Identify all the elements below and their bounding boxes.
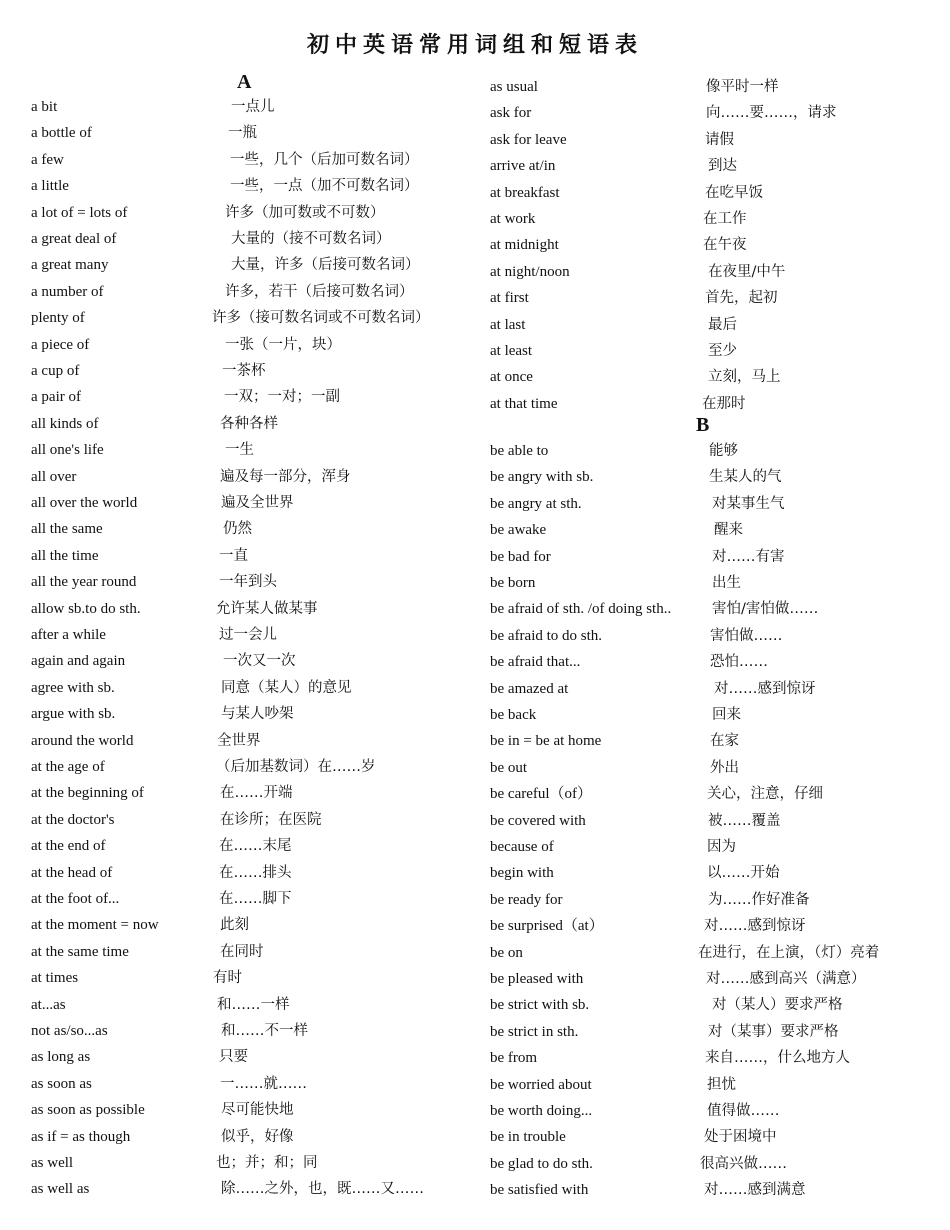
phrase-chinese: 到达 [708, 158, 737, 175]
phrase-chinese: 各种各样 [220, 415, 278, 432]
phrase-english: at once [490, 369, 533, 386]
phrase-english: a great many [31, 257, 109, 274]
phrase-english: a bit [31, 99, 58, 115]
phrase-chinese: 有时 [213, 970, 242, 987]
phrase-chinese: 在……脚下 [219, 891, 292, 907]
phrase-chinese: 许多（加可数或不可数） [225, 204, 385, 221]
phrase-chinese: 值得做…… [707, 1103, 780, 1119]
phrase-english: as usual [490, 79, 538, 95]
phrase-english: as well as [31, 1181, 90, 1198]
phrase-chinese: 至少 [708, 343, 737, 359]
phrase-english: agree with sb. [31, 679, 115, 696]
phrase-english: argue with sb. [31, 706, 116, 723]
phrase-english: at the foot of... [31, 891, 120, 907]
phrase-chinese: 对……感到高兴（满意） [706, 971, 866, 987]
phrase-english: all the time [31, 547, 99, 564]
phrase-english: plenty of [31, 310, 85, 327]
page-title: 初中英语常用词组和短语表 [306, 32, 643, 58]
phrase-chinese: 在同时 [220, 943, 264, 960]
phrase-english: be satisfied with [490, 1182, 589, 1199]
phrase-english: a piece of [31, 336, 90, 353]
phrase-chinese: 在家 [710, 733, 739, 750]
phrase-english: be glad to do sth. [490, 1155, 593, 1172]
phrase-chinese: 在午夜 [703, 237, 747, 254]
phrase-chinese: 像平时一样 [706, 79, 779, 95]
phrase-english: as soon as [31, 1075, 92, 1092]
phrase-english: at the end of [31, 838, 106, 855]
phrase-chinese: 大量，许多（后接可数名词） [231, 257, 420, 274]
phrase-chinese: 同意（某人）的意见 [221, 679, 352, 696]
phrase-chinese: 遍及每一部分，浑身 [220, 468, 351, 485]
phrase-chinese: 对……感到惊讶 [704, 918, 806, 935]
phrase-chinese: 为……作好准备 [708, 891, 810, 908]
phrase-chinese: 向……要……，请求 [706, 105, 837, 122]
phrase-chinese: 一瓶 [228, 125, 257, 142]
phrase-chinese: 一年到头 [219, 574, 277, 591]
phrase-chinese: 害怕/害怕做…… [712, 601, 819, 618]
phrase-english: again and again [31, 653, 126, 670]
phrase-english: at the age of [31, 759, 105, 775]
phrase-english: a bottle of [31, 125, 92, 142]
phrase-chinese: 与某人吵架 [221, 706, 294, 723]
phrase-chinese: 在进行，在上演，（灯）亮着 [698, 944, 880, 961]
phrase-english: at the beginning of [31, 785, 144, 802]
phrase-chinese: 也；并；和；同 [216, 1155, 318, 1171]
phrase-chinese: 请假 [705, 131, 734, 148]
phrase-chinese: 最后 [708, 316, 737, 333]
phrase-english: at the same time [31, 943, 129, 960]
phrase-chinese: 生某人的气 [709, 469, 782, 486]
phrase-chinese: 许多（接可数名词或不可数名词） [212, 310, 430, 327]
phrase-english: a few [31, 151, 64, 168]
phrase-english: be awake [490, 522, 547, 539]
phrase-chinese: 只要 [219, 1049, 248, 1066]
phrase-chinese: 在……排头 [219, 864, 292, 881]
section-letter-b: B [696, 414, 710, 436]
phrase-chinese: 在工作 [703, 211, 747, 227]
phrase-english: ask for [490, 105, 532, 122]
phrase-english: after a while [31, 627, 106, 643]
phrase-english: at the head of [31, 864, 113, 881]
phrase-chinese: 许多，若干（后接可数名词） [225, 283, 414, 300]
phrase-chinese: 一次又一次 [223, 653, 296, 670]
phrase-english: be in trouble [490, 1129, 566, 1146]
phrase-english: at midnight [490, 237, 559, 254]
phrase-chinese: 在吃早饭 [705, 184, 763, 201]
phrase-english: be amazed at [490, 680, 569, 697]
phrase-english: be careful（of） [490, 786, 593, 803]
phrase-english: be afraid of sth. /of doing sth.. [490, 601, 672, 618]
phrase-chinese: 以……开始 [707, 865, 780, 882]
phrase-chinese: 在……末尾 [219, 838, 292, 855]
phrase-english: ask for leave [490, 131, 567, 148]
phrase-chinese: 对（某人）要求严格 [712, 997, 843, 1014]
phrase-chinese: 出生 [712, 575, 741, 591]
phrase-chinese: 和……一样 [217, 996, 290, 1013]
phrase-chinese: 和……不一样 [221, 1023, 308, 1039]
phrase-english: a cup of [31, 363, 80, 379]
phrase-chinese: 一些，几个（后加可数名词） [230, 151, 419, 168]
phrase-english: a number of [31, 283, 104, 300]
phrase-chinese: 立刻，马上 [708, 369, 781, 386]
phrase-chinese: 允许某人做某事 [216, 600, 318, 617]
phrase-chinese: 首先，起初 [705, 290, 778, 307]
phrase-english: be in = be at home [490, 733, 602, 750]
phrase-english: a pair of [31, 389, 81, 406]
phrase-chinese: 对（某事）要求严格 [708, 1023, 839, 1040]
phrase-english: be out [490, 759, 528, 776]
phrase-chinese: 一张（一片，块） [225, 336, 341, 353]
phrase-english: because of [490, 839, 554, 855]
phrase-english: be worried about [490, 1076, 592, 1093]
phrase-english: around the world [31, 732, 134, 749]
phrase-english: be able to [490, 443, 549, 459]
phrase-chinese: 除……之外，也，既……又…… [221, 1181, 424, 1198]
phrase-chinese: 能够 [709, 443, 738, 459]
phrase-chinese: 对……感到惊讶 [714, 680, 816, 697]
phrase-chinese: 恐怕…… [710, 654, 768, 671]
phrase-english: at first [490, 290, 529, 307]
phrase-chinese: 尽可能快地 [221, 1102, 294, 1119]
phrase-english: be strict with sb. [490, 997, 590, 1014]
phrase-chinese: 遍及全世界 [221, 495, 294, 511]
phrase-chinese: 一生 [225, 442, 254, 459]
phrase-english: as well [31, 1155, 74, 1171]
phrase-english: at that time [490, 395, 558, 412]
phrase-english: be angry with sb. [490, 469, 594, 486]
phrase-english: at times [31, 970, 79, 987]
phrase-chinese: 一点儿 [231, 99, 275, 115]
phrase-chinese: 被……覆盖 [708, 812, 781, 829]
phrase-chinese: 对……有害 [712, 548, 785, 565]
phrase-chinese: 因为 [707, 839, 736, 855]
phrase-chinese: 在夜里/中午 [708, 263, 786, 280]
phrase-chinese: 一双；一对；一副 [224, 389, 340, 406]
phrase-chinese: 在诊所；在医院 [220, 811, 322, 828]
phrase-chinese: 对……感到满意 [704, 1182, 806, 1199]
phrase-english: be born [490, 575, 536, 591]
phrase-english: be on [490, 944, 523, 961]
phrase-english: be worth doing... [490, 1103, 593, 1119]
phrase-english: be ready for [490, 891, 563, 908]
phrase-english: all kinds of [31, 415, 99, 432]
phrase-chinese: 此刻 [220, 917, 249, 934]
phrase-chinese: 过一会儿 [219, 627, 277, 643]
phrase-english: at night/noon [490, 263, 570, 280]
phrase-english: as if = as though [31, 1128, 131, 1145]
phrase-english: at...as [31, 996, 66, 1013]
phrase-english: be covered with [490, 812, 586, 829]
phrase-chinese: 在……开端 [220, 785, 293, 802]
phrase-english: begin with [490, 865, 554, 882]
phrase-chinese: 醒来 [714, 522, 743, 539]
phrase-english: all the year round [31, 574, 137, 591]
phrase-english: at least [490, 343, 533, 359]
phrase-english: a great deal of [31, 231, 117, 247]
phrase-english: as soon as possible [31, 1102, 145, 1119]
phrase-chinese: 全世界 [217, 732, 261, 749]
phrase-chinese: 一茶杯 [222, 363, 266, 379]
phrase-chinese: 外出 [710, 759, 739, 776]
phrase-chinese: 一……就…… [220, 1075, 307, 1092]
phrase-chinese: 关心，注意，仔细 [707, 786, 823, 803]
phrase-english: be surprised（at） [490, 918, 604, 935]
phrase-english: arrive at/in [490, 158, 556, 175]
phrase-english: all over [31, 468, 77, 485]
phrase-chinese: 在那时 [702, 395, 746, 412]
phrase-chinese: 很高兴做…… [700, 1155, 787, 1172]
phrase-english: be strict in sth. [490, 1023, 579, 1040]
phrase-english: all one's life [31, 442, 104, 459]
phrase-english: all over the world [31, 495, 138, 511]
phrase-chinese: 害怕做…… [710, 627, 783, 644]
phrase-english: not as/so...as [31, 1023, 108, 1039]
section-letter-a: A [237, 71, 252, 93]
phrase-english: be from [490, 1050, 538, 1067]
phrase-english: all the same [31, 521, 103, 538]
phrase-english: at the doctor's [31, 811, 115, 828]
phrase-chinese: 来自……，什么地方人 [705, 1050, 850, 1067]
phrase-chinese: 回来 [712, 707, 741, 723]
phrase-chinese: 一些，一点（加不可数名词） [230, 178, 419, 195]
phrase-chinese: 处于困境中 [704, 1129, 777, 1146]
phrase-english: be afraid to do sth. [490, 627, 603, 644]
phrase-english: be angry at sth. [490, 495, 582, 512]
phrase-english: at the moment = now [31, 917, 159, 934]
phrase-english: at breakfast [490, 184, 560, 201]
phrase-chinese: 仍然 [223, 521, 252, 538]
phrase-english: be pleased with [490, 971, 584, 987]
phrase-english: at work [490, 211, 536, 227]
phrase-chinese: 大量的（接不可数名词） [231, 231, 391, 247]
phrase-chinese: （后加基数词）在……岁 [216, 759, 376, 775]
phrase-english: be back [490, 707, 537, 723]
phrase-chinese: 似乎，好像 [221, 1128, 294, 1145]
phrase-english: be bad for [490, 548, 551, 565]
phrase-chinese: 担忧 [707, 1076, 736, 1093]
phrase-english: a lot of = lots of [31, 204, 128, 221]
phrase-english: be afraid that... [490, 654, 581, 671]
phrase-english: a little [31, 178, 69, 195]
phrase-english: as long as [31, 1049, 91, 1066]
phrase-english: at last [490, 316, 526, 333]
phrase-chinese: 对某事生气 [712, 495, 785, 512]
phrase-english: allow sb.to do sth. [31, 600, 141, 617]
phrase-chinese: 一直 [219, 547, 248, 564]
